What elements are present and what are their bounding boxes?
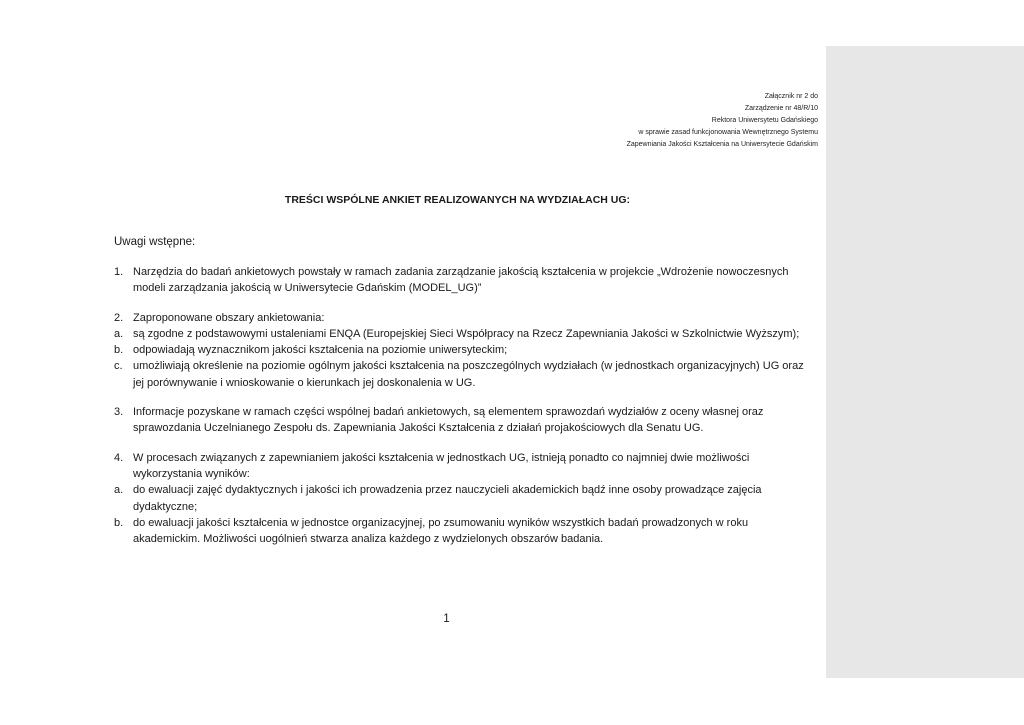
list-marker: a. [114,327,124,340]
list-item [114,310,814,326]
list-item-text: odpowiadają wyznacznikom jakości kształcenia na poziomie uniwersyteckim; [133,344,508,357]
list-item [114,358,814,391]
list-marker: b. [114,516,124,529]
header-line: Zapewniania Jakości Kształcenia na Uniwersytecie Gdańskim [626,141,818,148]
list-item-text: Zaproponowane obszary ankietowania: [133,311,325,324]
document-body [114,264,814,547]
header-line: w sprawie zasad funkcjonowania Wewnętrznego Systemu [638,129,818,136]
header-line: Rektora Uniwersytetu Gdańskiego [711,117,818,124]
list-item-text: umożliwiają określenie na poziomie ogólnym jakości kształcenia na poszczególnych wydziałach (w jednostkach organizacyjnych) UG oraz jej porównywanie i wnioskowanie o kierunkach jej doskonalenia w UG. [133,360,804,389]
comment-margin-panel [826,46,1024,678]
list-item [114,482,814,515]
list-item [114,342,814,358]
list-item-text: Informacje pozyskane w ramach części wspólnej badań ankietowych, są elementem sprawozdań wydziałów z oceny własnej oraz sprawozdania Uczelnianego Zespołu ds. Zapewniania Jakości Kształcenia z działań projakościowych dla Senatu UG. [133,406,764,435]
list-item [114,515,814,548]
header-line: Załącznik nr 2 do [764,93,818,100]
list-item [114,264,814,297]
attachment-header [627,91,818,151]
intro-heading: Uwagi wstępne: [114,236,196,248]
list-item-text: do ewaluacji zajęć dydaktycznych i jakości ich prowadzenia przez nauczycieli akademickich bądź inne osoby prowadzące zajęcia dydaktyczne; [133,484,762,513]
list-item [114,326,814,342]
document-title: TREŚCI WSPÓLNE ANKIET REALIZOWANYCH NA WYDZIAŁACH UG: [284,194,631,206]
header-line: Zarządzenie nr 48/R/10 [744,105,818,112]
list-marker: a. [114,484,124,497]
list-marker: 1. [114,266,124,278]
list-item-text: Narzędzia do badań ankietowych powstały w ramach zadania zarządzanie jakością kształcenia w projekcie „Wdrożenie nowoczesnych modeli zarządzania jakością w Uniwersytecie Gdańskim (MODEL_UG)” [133,266,789,295]
list-item-text: W procesach związanych z zapewnianiem jakości kształcenia w jednostkach UG, istnieją ponadto co najmniej dwie możliwości wykorzystania wyników: [133,451,750,480]
list-item [114,450,814,483]
list-marker: 4. [114,451,124,464]
list-marker: c. [114,360,123,373]
page-number: 1 [443,613,450,625]
list-marker: 3. [114,406,124,419]
list-marker: b. [114,344,124,357]
list-marker: 2. [114,311,124,324]
list-item [114,404,814,437]
list-item-text: są zgodne z podstawowymi ustaleniami ENQA (Europejskiej Sieci Współpracy na Rzecz Zapewniania Jakości w Szkolnictwie Wyższym); [133,327,800,340]
list-item-text: do ewaluacji jakości kształcenia w jednostce organizacyjnej, po zsumowaniu wyników wszystkich badań prowadzonych w roku akademickim. Możliwości uogólnień stwarza analiza każdego z wydzielonych obszarów badania. [133,516,749,546]
